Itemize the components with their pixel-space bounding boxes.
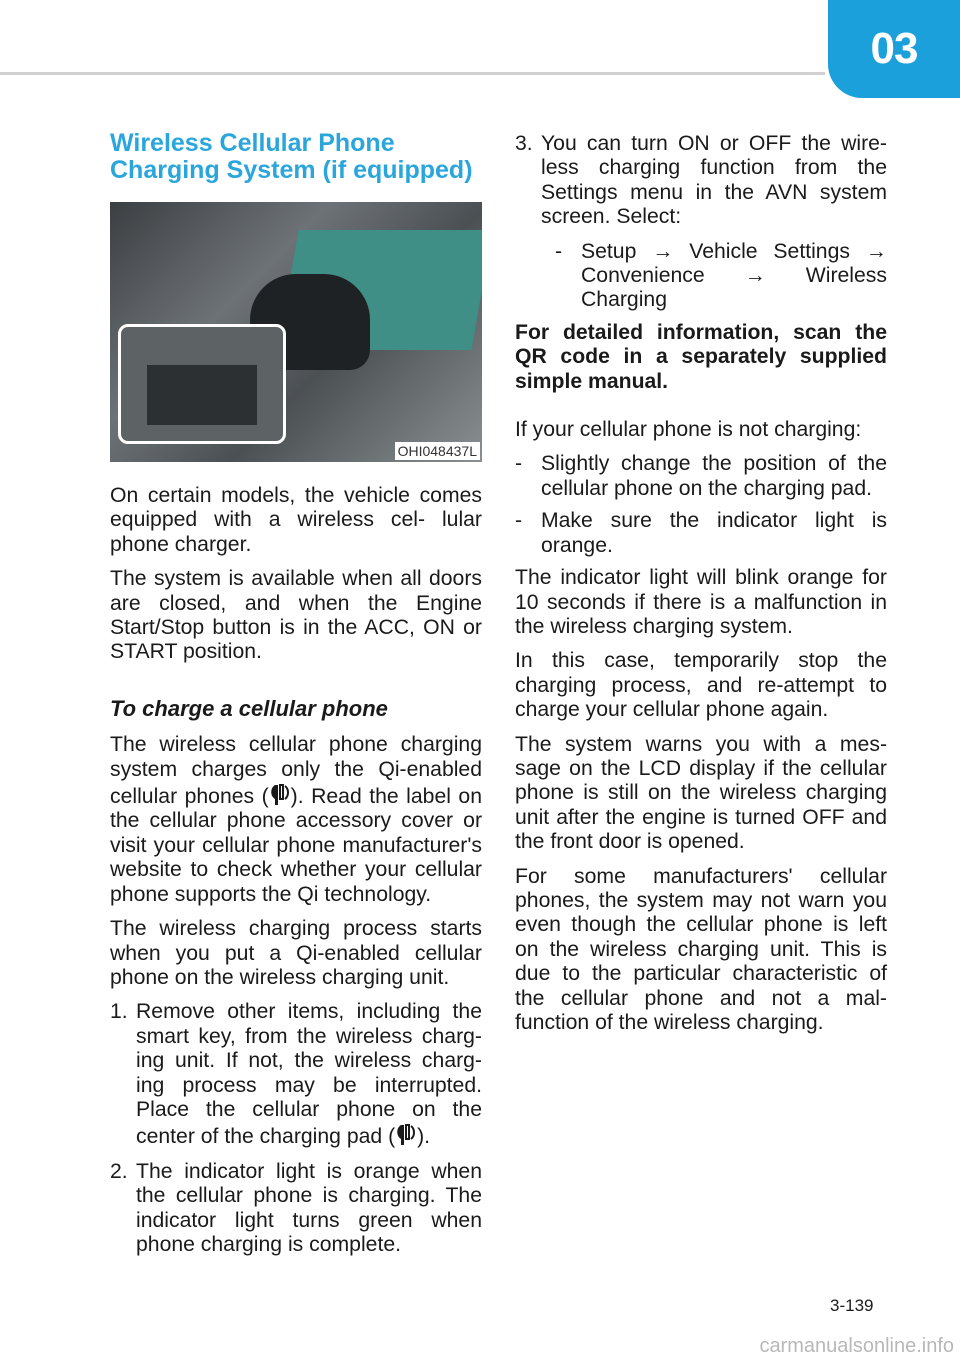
availability-paragraph: The system is available when all doors are closed, and when the Engine Start/Stop button is in the ACC, ON or START position. bbox=[110, 567, 482, 664]
page-number: 3-139 bbox=[830, 1296, 874, 1315]
not-charging-heading: If your cellular phone is not charging: bbox=[515, 418, 862, 442]
indicator-inset bbox=[118, 324, 286, 444]
process-paragraph: The wireless charging process starts when you put a Qi-enabled cellular phone on the wireless charging unit. bbox=[110, 917, 482, 989]
list-item: 1. Remove other items, including the smart key, from the wireless charg- ing unit. If not, the wireless charg- ing process may be interrupted. Place the cellular phone on the center of the charging pad ( ). bbox=[110, 1000, 482, 1149]
retry-paragraph: In this case, temporarily stop the charging process, and re-attempt to charge your cellular phone again. bbox=[515, 649, 887, 722]
steps-list bbox=[110, 1000, 482, 1257]
section-title: Wireless Cellular Phone Charging System (if equipped) bbox=[110, 129, 473, 184]
chapter-number: 03 bbox=[870, 24, 918, 73]
photo-code: OHI048437L bbox=[395, 442, 480, 460]
right-column bbox=[515, 132, 887, 1045]
settings-path: - Setup → Vehicle Settings → Convenience → Wireless Charging bbox=[555, 239, 887, 312]
list-item: - Slightly change the position of the cellular phone on the charging pad. bbox=[515, 452, 887, 500]
header-rule bbox=[0, 72, 825, 75]
manufacturer-paragraph: For some manufacturers' cellular phones, the system may not warn you even though the cellular phone is left on the wireless charging unit. This is due to the particular characteristic of the cellular phone and not a mal- function of the wireless charging. bbox=[515, 864, 887, 1034]
blink-paragraph: The indicator light will blink orange for 10 seconds if there is a malfunction in the wireless charging system. bbox=[515, 566, 887, 638]
watermark: carmanualsonline.info bbox=[759, 1335, 954, 1357]
charger-photo bbox=[110, 202, 482, 462]
warning-paragraph: The system warns you with a mes- sage on the LCD display if the cellular phone is still on the wireless charging unit after the engine is turned OFF and the front door is opened. bbox=[515, 732, 887, 854]
qi-logo-icon bbox=[269, 782, 291, 806]
intro-paragraph: On certain models, the vehicle comes equipped with a wireless cel- lular phone charger. bbox=[110, 484, 482, 556]
qr-note: For detailed information, scan the QR code in a separately supplied simple manual. bbox=[515, 320, 887, 393]
subheading: To charge a cellular phone bbox=[110, 695, 388, 721]
list-item: 3. You can turn ON or OFF the wire- less charging function from the Settings menu in the AVN system screen. Select: bbox=[515, 132, 887, 229]
list-item: 2. The indicator light is orange when the cellular phone is charging. The indicator light turns green when phone charging is complete. bbox=[110, 1159, 482, 1256]
qi-paragraph: The wireless cellular phone charging system charges only the Qi-enabled cellular phones ( ). Read the label on the cellular phone accessory cover or visit your cellular phone manufacturer's website to check whether your cellular phone supports the Qi technology. bbox=[110, 733, 482, 906]
list-item: - Make sure the indicator light is orange. bbox=[515, 509, 887, 557]
qi-logo-icon bbox=[395, 1122, 417, 1146]
left-column bbox=[110, 130, 482, 1267]
chapter-tab bbox=[828, 0, 960, 98]
